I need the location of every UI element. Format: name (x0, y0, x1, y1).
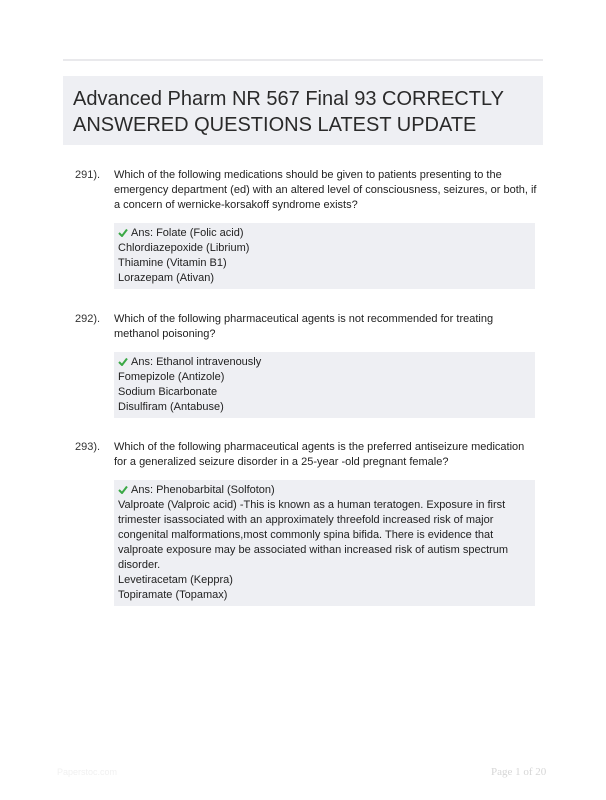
question-number: 292). (75, 313, 101, 325)
question-text: Which of the following pharmaceutical agents is the preferred antiseizure medication for a generalized seizure disorder in a 25-year -old pregnant female? (114, 441, 525, 468)
checkmark-icon (118, 357, 128, 366)
document-title: Advanced Pharm NR 567 Final 93 CORRECTLY ANSWERED QUESTIONS LATEST UPDATE (73, 88, 504, 136)
option: Disulfiram (Antabuse) (118, 401, 224, 413)
option: Valproate (Valproic acid) -This is known as a human teratogen. Exposure in first trimester isassociated with an approximately threefold increased risk of major congenital malformations,most commonly spina bifida. There is evidence that valproate exposure may be associated withan increased risk of autism spectrum disorder. (118, 499, 509, 571)
checkmark-icon (118, 485, 128, 494)
question-text: Which of the following medications should be given to patients presenting to the emergency department (ed) with an altered level of consciousness, seizures, or both, if a concern of wernicke-korsakoff syndrome exists? (114, 169, 537, 211)
question-number: 291). (75, 169, 101, 181)
question-text: Which of the following pharmaceutical agents is not recommended for treating methanol poisoning? (114, 313, 494, 340)
question-number: 293). (75, 441, 101, 453)
option: Lorazepam (Ativan) (118, 272, 214, 284)
page-number: Page 1 of 20 (491, 766, 547, 778)
correct-answer (118, 226, 531, 241)
checkmark-icon (118, 228, 128, 237)
answer-panel-291 (114, 223, 535, 289)
option: Topiramate (Topamax) (118, 589, 228, 601)
option: Fomepizole (Antizole) (118, 371, 225, 383)
top-divider (63, 59, 543, 61)
answer-panel-293 (114, 480, 535, 606)
correct-answer (118, 483, 531, 498)
option: Thiamine (Vitamin B1) (118, 257, 227, 269)
title-banner (63, 76, 543, 145)
answer-text: Ans: Folate (Folic acid) (131, 227, 244, 239)
option: Chlordiazepoxide (Librium) (118, 242, 250, 254)
answer-panel-292 (114, 352, 535, 418)
correct-answer (118, 355, 531, 370)
footer-watermark: Paperstoc.com (57, 767, 118, 777)
answer-text: Ans: Ethanol intravenously (131, 356, 262, 368)
option: Sodium Bicarbonate (118, 386, 218, 398)
option: Levetiracetam (Keppra) (118, 574, 233, 586)
answer-text: Ans: Phenobarbital (Solfoton) (131, 484, 275, 496)
